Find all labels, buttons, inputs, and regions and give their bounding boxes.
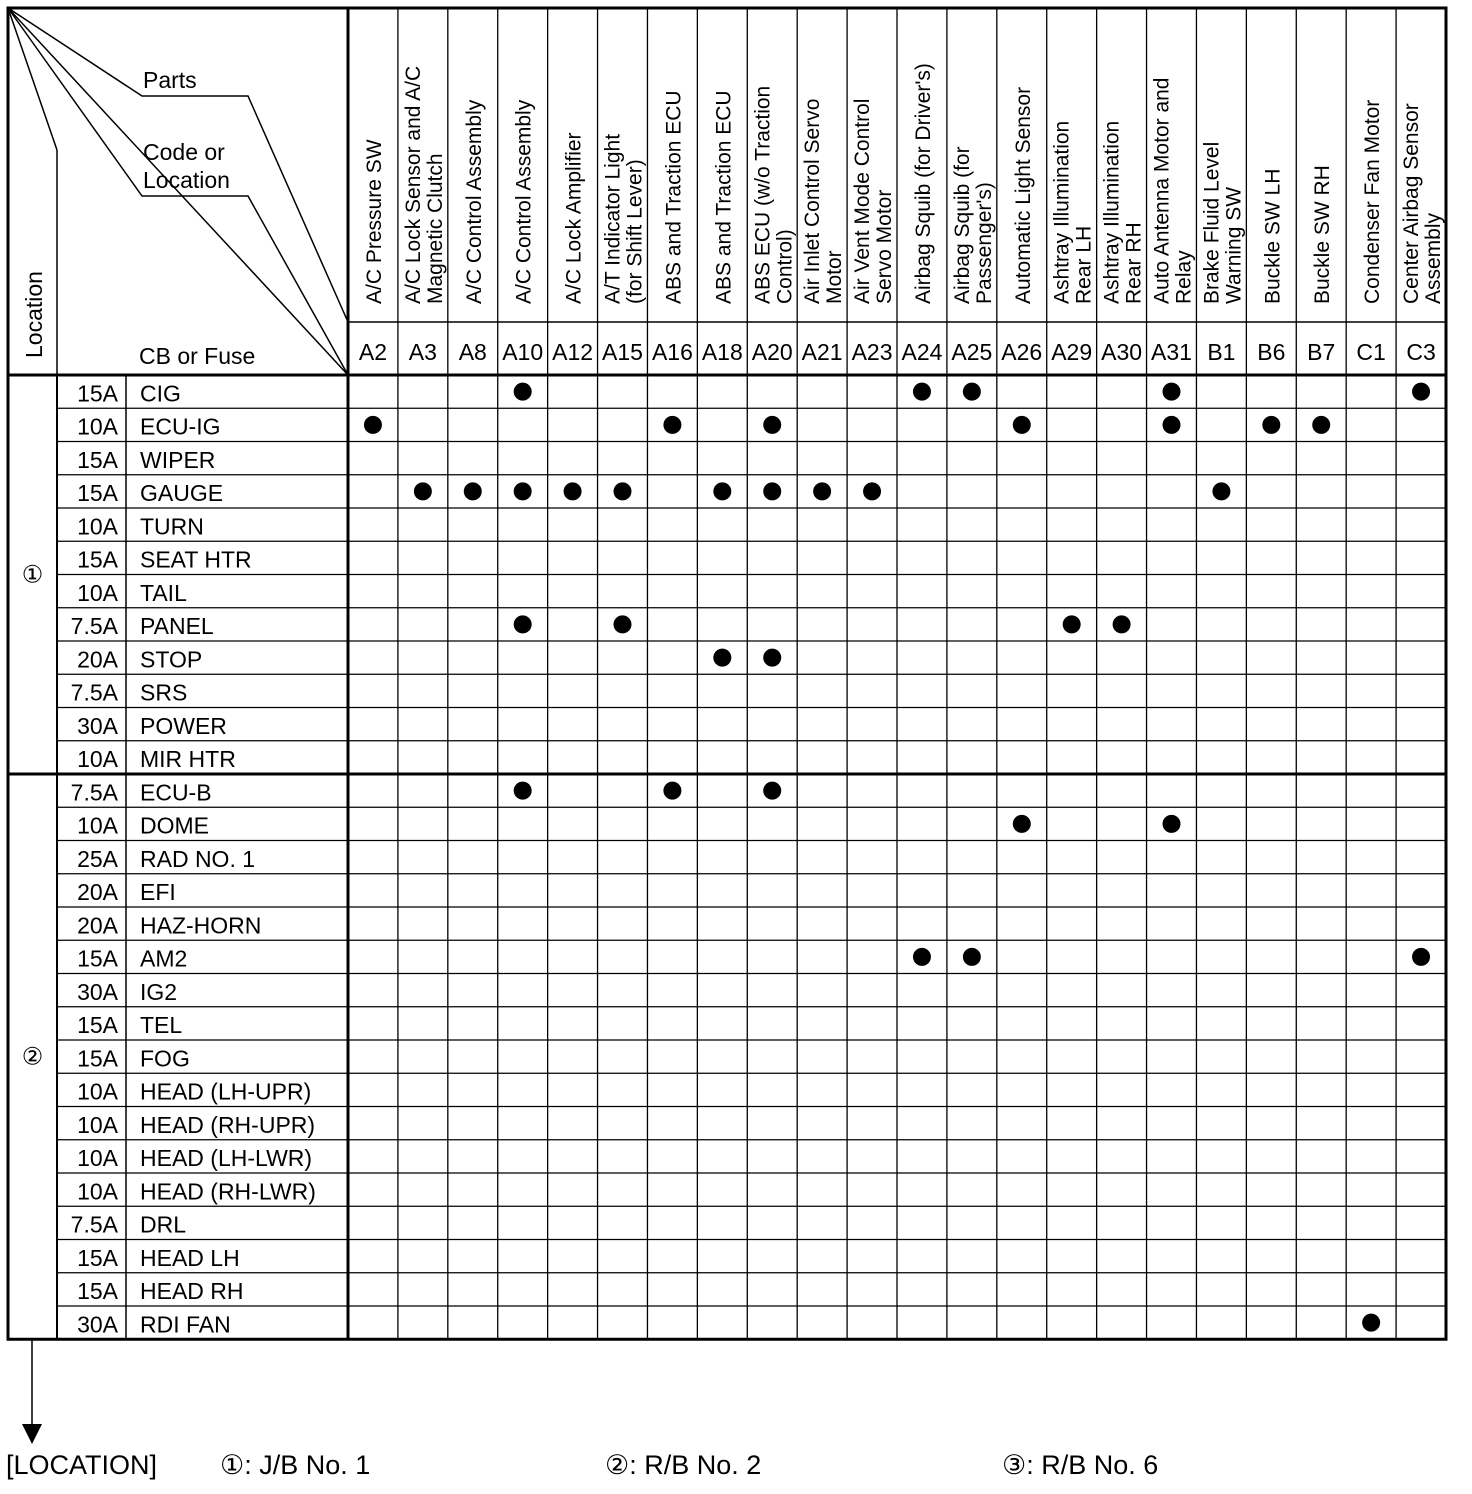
- part-name: A/C Control Assembly: [462, 99, 486, 304]
- part-name: (for Shift Lever): [623, 159, 647, 304]
- fuse-name: AM2: [140, 945, 188, 972]
- connection-dot: [863, 482, 881, 500]
- fuse-name: RDI FAN: [140, 1311, 231, 1338]
- connection-dot: [813, 482, 831, 500]
- cbfuse-label: CB or Fuse: [139, 343, 256, 369]
- fuse-amperage: 15A: [77, 546, 118, 573]
- connection-dot: [763, 482, 781, 500]
- fuse-name: EFI: [140, 879, 176, 905]
- connection-dot: [663, 782, 681, 800]
- fuse-amperage: 7.5A: [70, 679, 118, 706]
- fuse-amperage: 30A: [77, 712, 118, 739]
- connection-dot: [1262, 416, 1280, 434]
- part-code: A31: [1151, 339, 1192, 365]
- part-code: A3: [408, 339, 437, 365]
- location-marker: ①: [21, 561, 44, 589]
- fuse-name: TEL: [140, 1012, 183, 1038]
- fuse-name: WIPER: [140, 446, 216, 473]
- part-code: C1: [1356, 339, 1386, 365]
- part-name: Buckle SW RH: [1311, 165, 1335, 304]
- parts-label: Parts: [143, 67, 197, 93]
- fuse-name: FOG: [140, 1045, 190, 1072]
- part-name: ABS and Traction ECU: [662, 90, 686, 304]
- location-marker: ②: [21, 1043, 44, 1071]
- part-name: A/T Indicator Light: [601, 133, 625, 304]
- fuse-name: ECU-B: [140, 779, 212, 806]
- fuse-amperage: 10A: [77, 579, 118, 606]
- part-name: Assembly: [1422, 212, 1446, 304]
- connection-dot: [364, 416, 382, 434]
- fuse-amperage: 10A: [77, 1111, 118, 1138]
- fuse-amperage: 15A: [77, 945, 118, 972]
- fuse-name: SEAT HTR: [140, 546, 252, 573]
- connection-dot: [763, 782, 781, 800]
- legend-arrow-head: [22, 1424, 42, 1444]
- fuse-name: IG2: [140, 978, 178, 1005]
- fuse-amperage: 20A: [77, 646, 118, 673]
- fuse-name: TURN: [140, 513, 204, 540]
- fuse-amperage: 10A: [77, 1178, 118, 1205]
- part-name: A/C Lock Sensor and A/C: [401, 65, 425, 304]
- connection-dot: [514, 482, 532, 500]
- part-name: ABS ECU (w/o Traction: [751, 85, 775, 304]
- fuse-amperage: 7.5A: [70, 779, 118, 806]
- fuse-name: DRL: [140, 1211, 187, 1238]
- part-name: Control): [773, 229, 797, 304]
- part-code: A8: [458, 339, 487, 365]
- fuse-amperage: 10A: [77, 1145, 118, 1171]
- fuse-name: MIR HTR: [140, 746, 236, 772]
- part-name: Ashtray Illumination: [1050, 120, 1074, 304]
- connection-dot: [1063, 615, 1081, 633]
- part-code: A29: [1051, 339, 1093, 365]
- connection-dot: [663, 416, 681, 434]
- code-label: Code or: [143, 139, 225, 165]
- fuse-amperage: 10A: [77, 746, 118, 772]
- connection-dot: [713, 482, 731, 500]
- connection-dot: [1412, 948, 1430, 966]
- code-label: Location: [143, 167, 230, 193]
- fuse-amperage: 30A: [77, 978, 118, 1005]
- part-name: Relay: [1172, 250, 1196, 304]
- fuse-name: HEAD LH: [140, 1244, 240, 1271]
- part-code: A26: [1001, 339, 1043, 365]
- part-name: Magnetic Clutch: [423, 153, 447, 304]
- fuse-name: CIG: [140, 380, 181, 407]
- connection-dot: [414, 482, 432, 500]
- fuse-amperage: 10A: [77, 812, 118, 839]
- part-code: A20: [751, 339, 793, 365]
- connection-dot: [514, 615, 532, 633]
- fuse-amperage: 15A: [77, 480, 118, 506]
- part-name: Airbag Squib (for: [950, 146, 974, 304]
- part-code: A23: [851, 339, 893, 365]
- fuse-amperage: 25A: [77, 845, 118, 872]
- diagonal-location: [8, 8, 57, 150]
- part-name: A/C Control Assembly: [512, 99, 536, 304]
- part-name: Servo Motor: [873, 189, 897, 304]
- part-name: Condenser Fan Motor: [1361, 99, 1385, 304]
- fuse-name: HEAD (RH-LWR): [140, 1178, 316, 1205]
- part-name: ABS and Traction ECU: [712, 90, 736, 304]
- legend-item-rb6: ③: R/B No. 6: [1002, 1450, 1159, 1480]
- connection-dot: [963, 383, 981, 401]
- connection-dot: [1013, 416, 1031, 434]
- fuse-name: STOP: [140, 646, 203, 673]
- part-code: A24: [901, 339, 943, 365]
- part-name: Airbag Squib (for Driver's): [911, 63, 935, 304]
- legend-title: [LOCATION]: [6, 1450, 158, 1480]
- connection-dot: [1362, 1314, 1380, 1332]
- fuse-name: HEAD (LH-LWR): [140, 1145, 313, 1171]
- fuse-name: GAUGE: [140, 480, 224, 506]
- connection-dot: [614, 482, 632, 500]
- fuse-amperage: 10A: [77, 1078, 118, 1105]
- connection-dot: [913, 383, 931, 401]
- part-code: A21: [801, 339, 843, 365]
- part-name: A/C Pressure SW: [362, 139, 386, 304]
- part-code: A16: [651, 339, 693, 365]
- connection-dot: [614, 615, 632, 633]
- fuse-name: RAD NO. 1: [140, 845, 256, 872]
- connection-dot: [564, 482, 582, 500]
- fuse-amperage: 30A: [77, 1311, 118, 1338]
- part-code: A12: [552, 339, 594, 365]
- connection-dot: [963, 948, 981, 966]
- fuse-name: DOME: [140, 812, 209, 839]
- part-code: A18: [701, 339, 743, 365]
- connection-dot: [913, 948, 931, 966]
- part-code: A25: [951, 339, 993, 365]
- fuse-amperage: 20A: [77, 912, 118, 939]
- fuse-name: HAZ-HORN: [140, 912, 262, 939]
- part-name: Motor: [823, 250, 847, 304]
- connection-dot: [514, 383, 532, 401]
- fuse-name: HEAD (LH-UPR): [140, 1078, 312, 1105]
- connection-dot: [1412, 383, 1430, 401]
- fuse-amperage: 20A: [77, 879, 118, 905]
- fuse-name: PANEL: [140, 613, 214, 639]
- fuse-amperage: 15A: [77, 1278, 118, 1304]
- fuse-amperage: 15A: [77, 446, 118, 473]
- part-name: Brake Fluid Level: [1200, 141, 1224, 304]
- part-code: A30: [1101, 339, 1143, 365]
- part-name: Automatic Light Sensor: [1011, 86, 1035, 304]
- diagonal-parts: [8, 8, 348, 322]
- part-code: A10: [502, 339, 544, 365]
- fuse-amperage: 10A: [77, 513, 118, 540]
- legend-item-rb2: ②: R/B No. 2: [605, 1450, 762, 1480]
- connection-dot: [1312, 416, 1330, 434]
- connection-dot: [1212, 482, 1230, 500]
- part-name: Passenger's): [972, 182, 996, 304]
- part-name: Center Airbag Sensor: [1400, 103, 1424, 304]
- location-label: Location: [21, 271, 47, 358]
- fuse-name: HEAD RH: [140, 1278, 244, 1304]
- part-name: A/C Lock Amplifier: [562, 132, 586, 304]
- fuse-name: HEAD (RH-UPR): [140, 1111, 316, 1138]
- connection-dot: [763, 416, 781, 434]
- part-code: B1: [1207, 339, 1236, 365]
- fuse-name: ECU-IG: [140, 413, 221, 440]
- part-name: Air Inlet Control Servo: [801, 98, 825, 304]
- part-name: Warning SW: [1222, 186, 1246, 304]
- connection-dot: [713, 649, 731, 667]
- connection-dot: [1013, 815, 1031, 833]
- fuse-amperage: 15A: [77, 1244, 118, 1271]
- location-legend: [0, 1450, 1472, 1494]
- connection-dot: [464, 482, 482, 500]
- fuse-name: POWER: [140, 712, 227, 739]
- part-code: A2: [358, 339, 388, 365]
- part-name: Buckle SW LH: [1261, 168, 1285, 304]
- connection-dot: [1163, 416, 1181, 434]
- connection-dot: [1163, 383, 1181, 401]
- fuse-amperage: 10A: [77, 413, 118, 440]
- fuse-amperage: 7.5A: [70, 1211, 118, 1238]
- connection-dot: [1113, 615, 1131, 633]
- legend-item-jb1: ①: J/B No. 1: [220, 1450, 371, 1480]
- part-name: Rear RH: [1122, 222, 1146, 304]
- fuse-name: SRS: [140, 679, 188, 706]
- part-code: C3: [1406, 339, 1436, 365]
- connection-dot: [514, 782, 532, 800]
- part-code: B7: [1307, 339, 1336, 365]
- part-name: Air Vent Mode Control: [851, 98, 875, 304]
- part-code: B6: [1257, 339, 1286, 365]
- connection-dot: [1163, 815, 1181, 833]
- fuse-amperage: 15A: [77, 1012, 118, 1038]
- part-name: Auto Antenna Motor and: [1150, 77, 1174, 304]
- part-name: Rear LH: [1072, 225, 1096, 304]
- connection-dot: [763, 649, 781, 667]
- fuse-name: TAIL: [140, 579, 187, 606]
- part-code: A15: [602, 339, 643, 365]
- fuse-amperage: 15A: [77, 1045, 118, 1072]
- fuse-amperage: 7.5A: [70, 613, 118, 639]
- fuse-amperage: 15A: [77, 380, 118, 407]
- part-name: Ashtray Illumination: [1100, 120, 1124, 304]
